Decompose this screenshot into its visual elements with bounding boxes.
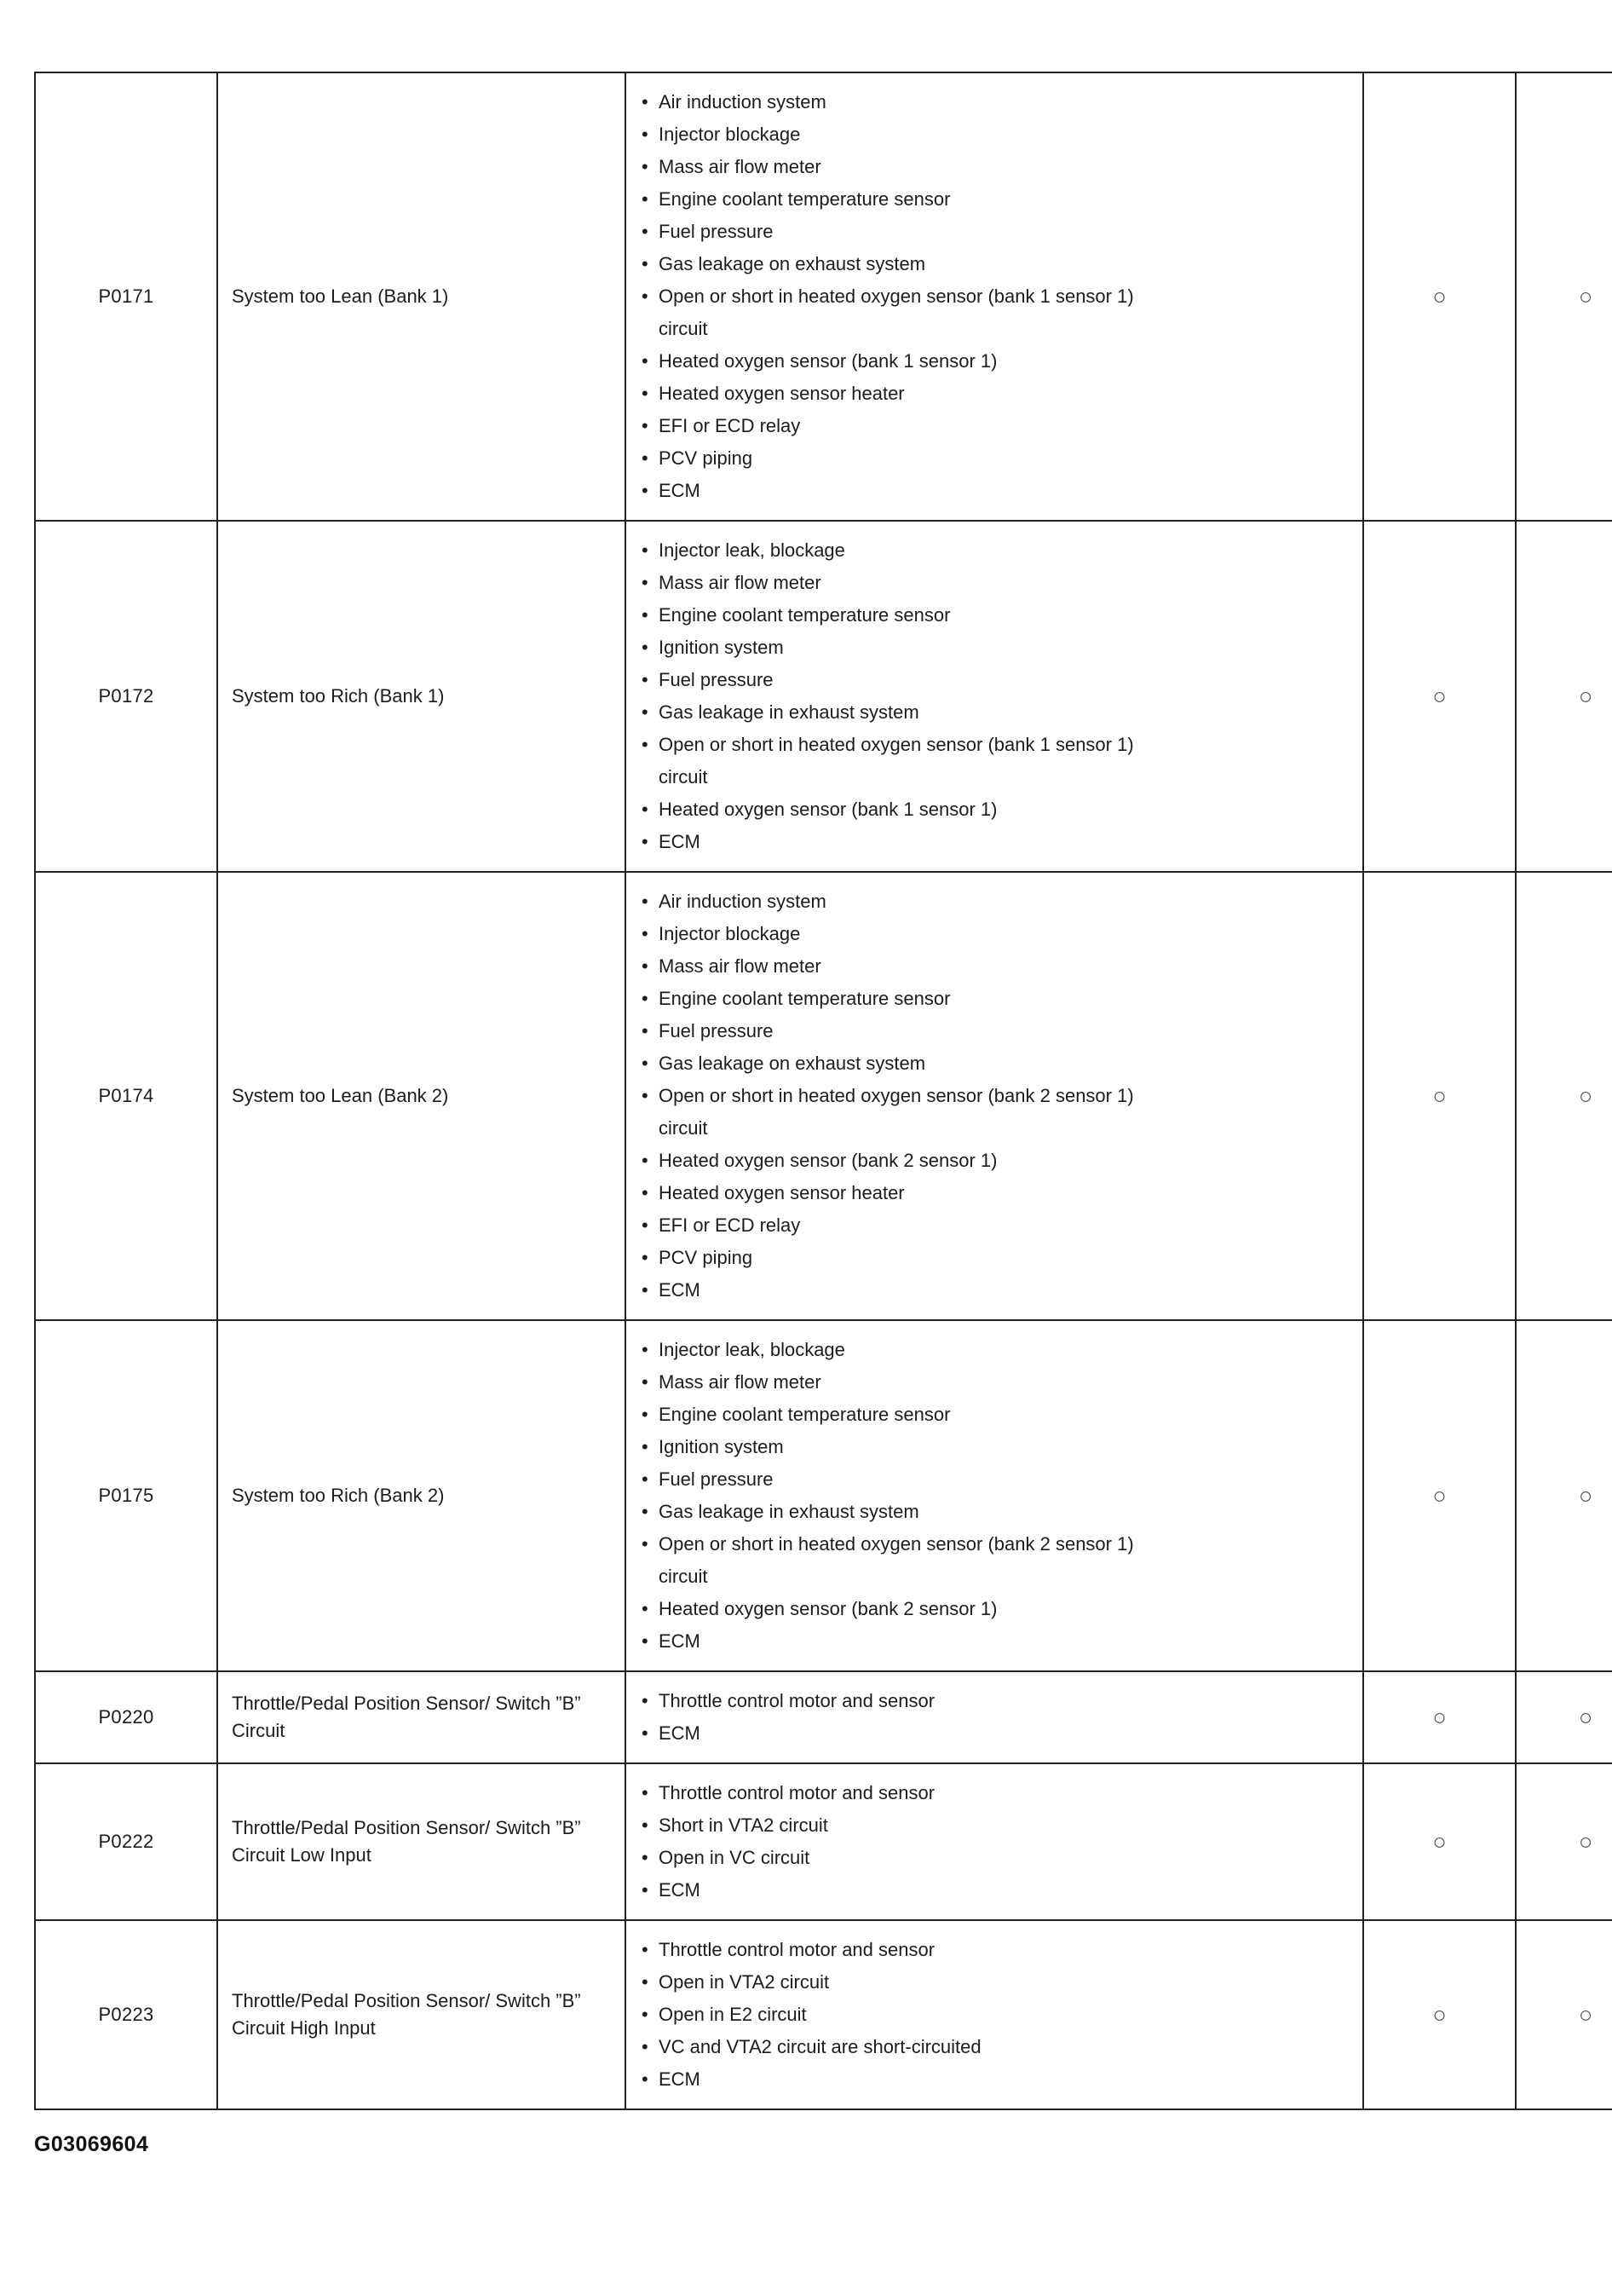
cause-item: • Heated oxygen sensor (bank 2 sensor 1) bbox=[638, 1145, 1188, 1177]
cause-item: • ECM bbox=[638, 1625, 1188, 1658]
circle-mark-icon: ○ bbox=[1432, 1829, 1447, 1855]
trouble-area-list bbox=[638, 1334, 1188, 1658]
circle-mark-icon: ○ bbox=[1578, 684, 1593, 709]
figure-id: G03069604 bbox=[34, 2132, 149, 2156]
circle-mark-icon: ○ bbox=[1432, 1083, 1447, 1109]
cause-item: • Ignition system bbox=[638, 1431, 1188, 1463]
cause-item: • Gas leakage on exhaust system bbox=[638, 248, 1188, 280]
trouble-area-cell bbox=[625, 1763, 1363, 1920]
cause-item: • ECM bbox=[638, 475, 1188, 507]
circle-mark-icon: ○ bbox=[1432, 684, 1447, 709]
cause-item: • Heated oxygen sensor (bank 2 sensor 1) bbox=[638, 1593, 1188, 1625]
circle-mark-icon: ○ bbox=[1578, 284, 1593, 309]
trouble-area-list bbox=[638, 886, 1188, 1307]
cause-item: • ECM bbox=[638, 1717, 1188, 1750]
mil-mark-cell bbox=[1363, 72, 1516, 521]
table-row bbox=[35, 1763, 1612, 1920]
cause-item: • ECM bbox=[638, 2063, 1188, 2096]
circle-mark-icon: ○ bbox=[1578, 2002, 1593, 2028]
cause-item: • Engine coolant temperature sensor bbox=[638, 183, 1188, 216]
cause-item: • Heated oxygen sensor (bank 1 sensor 1) bbox=[638, 793, 1188, 826]
cause-item: • Air induction system bbox=[638, 886, 1188, 918]
table-row bbox=[35, 1671, 1612, 1763]
cause-item: • Open or short in heated oxygen sensor (bank 2 sensor 1) circuit bbox=[638, 1528, 1188, 1593]
dtc-description: System too Rich (Bank 1) bbox=[217, 521, 625, 872]
cause-item: • Open or short in heated oxygen sensor (bank 1 sensor 1) circuit bbox=[638, 280, 1188, 345]
memory-mark-cell bbox=[1516, 1763, 1612, 1920]
dtc-code: P0174 bbox=[35, 872, 217, 1320]
dtc-code: P0222 bbox=[35, 1763, 217, 1920]
cause-item: • Gas leakage in exhaust system bbox=[638, 1496, 1188, 1528]
cause-item: • Injector leak, blockage bbox=[638, 1334, 1188, 1366]
dtc-description: System too Lean (Bank 2) bbox=[217, 872, 625, 1320]
cause-item: • Open or short in heated oxygen sensor (bank 2 sensor 1) circuit bbox=[638, 1080, 1188, 1145]
memory-mark-cell bbox=[1516, 1320, 1612, 1671]
circle-mark-icon: ○ bbox=[1578, 1483, 1593, 1509]
dtc-code: P0175 bbox=[35, 1320, 217, 1671]
mil-mark-cell bbox=[1363, 1320, 1516, 1671]
table-row bbox=[35, 1920, 1612, 2109]
cause-item: • Fuel pressure bbox=[638, 1463, 1188, 1496]
mil-mark-cell bbox=[1363, 872, 1516, 1320]
cause-item: • Gas leakage in exhaust system bbox=[638, 696, 1188, 729]
mil-mark-cell bbox=[1363, 1920, 1516, 2109]
cause-item: • Fuel pressure bbox=[638, 1015, 1188, 1047]
cause-item: • EFI or ECD relay bbox=[638, 410, 1188, 442]
dtc-table bbox=[34, 72, 1612, 2110]
cause-item: • Engine coolant temperature sensor bbox=[638, 599, 1188, 632]
cause-item: • EFI or ECD relay bbox=[638, 1209, 1188, 1242]
cause-item: • Injector blockage bbox=[638, 118, 1188, 151]
trouble-area-cell bbox=[625, 521, 1363, 872]
circle-mark-icon: ○ bbox=[1432, 1483, 1447, 1509]
trouble-area-list bbox=[638, 1685, 1188, 1750]
circle-mark-icon: ○ bbox=[1578, 1829, 1593, 1855]
cause-item: • Heated oxygen sensor (bank 1 sensor 1) bbox=[638, 345, 1188, 378]
table-row bbox=[35, 872, 1612, 1320]
trouble-area-list bbox=[638, 1934, 1188, 2096]
memory-mark-cell bbox=[1516, 1671, 1612, 1763]
circle-mark-icon: ○ bbox=[1578, 1083, 1593, 1109]
trouble-area-cell bbox=[625, 1920, 1363, 2109]
dtc-code: P0220 bbox=[35, 1671, 217, 1763]
memory-mark-cell bbox=[1516, 1920, 1612, 2109]
dtc-description: Throttle/Pedal Position Sensor/ Switch ”B” Circuit Low Input bbox=[217, 1763, 625, 1920]
cause-item: • Ignition system bbox=[638, 632, 1188, 664]
circle-mark-icon: ○ bbox=[1432, 1705, 1447, 1730]
cause-item: • Heated oxygen sensor heater bbox=[638, 1177, 1188, 1209]
table-row bbox=[35, 521, 1612, 872]
cause-item: • ECM bbox=[638, 826, 1188, 858]
trouble-area-cell bbox=[625, 872, 1363, 1320]
circle-mark-icon: ○ bbox=[1432, 2002, 1447, 2028]
cause-item: • ECM bbox=[638, 1274, 1188, 1307]
cause-item: • Throttle control motor and sensor bbox=[638, 1685, 1188, 1717]
circle-mark-icon: ○ bbox=[1578, 1705, 1593, 1730]
cause-item: • ECM bbox=[638, 1874, 1188, 1907]
table-row bbox=[35, 1320, 1612, 1671]
cause-item: • Open in E2 circuit bbox=[638, 1999, 1188, 2031]
trouble-area-list bbox=[638, 534, 1188, 858]
dtc-description: Throttle/Pedal Position Sensor/ Switch ”B” Circuit High Input bbox=[217, 1920, 625, 2109]
mil-mark-cell bbox=[1363, 1671, 1516, 1763]
trouble-area-cell bbox=[625, 1320, 1363, 1671]
cause-item: • Mass air flow meter bbox=[638, 950, 1188, 983]
dtc-code: P0172 bbox=[35, 521, 217, 872]
mil-mark-cell bbox=[1363, 1763, 1516, 1920]
cause-item: • Open in VTA2 circuit bbox=[638, 1966, 1188, 1999]
dtc-description: System too Lean (Bank 1) bbox=[217, 72, 625, 521]
cause-item: • Gas leakage on exhaust system bbox=[638, 1047, 1188, 1080]
cause-item: • Mass air flow meter bbox=[638, 151, 1188, 183]
trouble-area-list bbox=[638, 1777, 1188, 1907]
memory-mark-cell bbox=[1516, 872, 1612, 1320]
cause-item: • Air induction system bbox=[638, 86, 1188, 118]
memory-mark-cell bbox=[1516, 521, 1612, 872]
cause-item: • Mass air flow meter bbox=[638, 567, 1188, 599]
trouble-area-cell bbox=[625, 72, 1363, 521]
mil-mark-cell bbox=[1363, 521, 1516, 872]
trouble-area-cell bbox=[625, 1671, 1363, 1763]
cause-item: • Throttle control motor and sensor bbox=[638, 1777, 1188, 1809]
dtc-description: System too Rich (Bank 2) bbox=[217, 1320, 625, 1671]
cause-item: • Fuel pressure bbox=[638, 664, 1188, 696]
cause-item: • Injector leak, blockage bbox=[638, 534, 1188, 567]
table-row bbox=[35, 72, 1612, 521]
cause-item: • Engine coolant temperature sensor bbox=[638, 1399, 1188, 1431]
memory-mark-cell bbox=[1516, 72, 1612, 521]
cause-item: • Mass air flow meter bbox=[638, 1366, 1188, 1399]
circle-mark-icon: ○ bbox=[1432, 284, 1447, 309]
cause-item: • PCV piping bbox=[638, 1242, 1188, 1274]
cause-item: • Injector blockage bbox=[638, 918, 1188, 950]
cause-item: • Throttle control motor and sensor bbox=[638, 1934, 1188, 1966]
cause-item: • VC and VTA2 circuit are short-circuited bbox=[638, 2031, 1188, 2063]
cause-item: • Open in VC circuit bbox=[638, 1842, 1188, 1874]
cause-item: • Engine coolant temperature sensor bbox=[638, 983, 1188, 1015]
cause-item: • PCV piping bbox=[638, 442, 1188, 475]
cause-item: • Fuel pressure bbox=[638, 216, 1188, 248]
cause-item: • Short in VTA2 circuit bbox=[638, 1809, 1188, 1842]
trouble-area-list bbox=[638, 86, 1188, 507]
dtc-code: P0171 bbox=[35, 72, 217, 521]
cause-item: • Heated oxygen sensor heater bbox=[638, 378, 1188, 410]
dtc-code: P0223 bbox=[35, 1920, 217, 2109]
dtc-description: Throttle/Pedal Position Sensor/ Switch ”B” Circuit bbox=[217, 1671, 625, 1763]
cause-item: • Open or short in heated oxygen sensor (bank 1 sensor 1) circuit bbox=[638, 729, 1188, 793]
